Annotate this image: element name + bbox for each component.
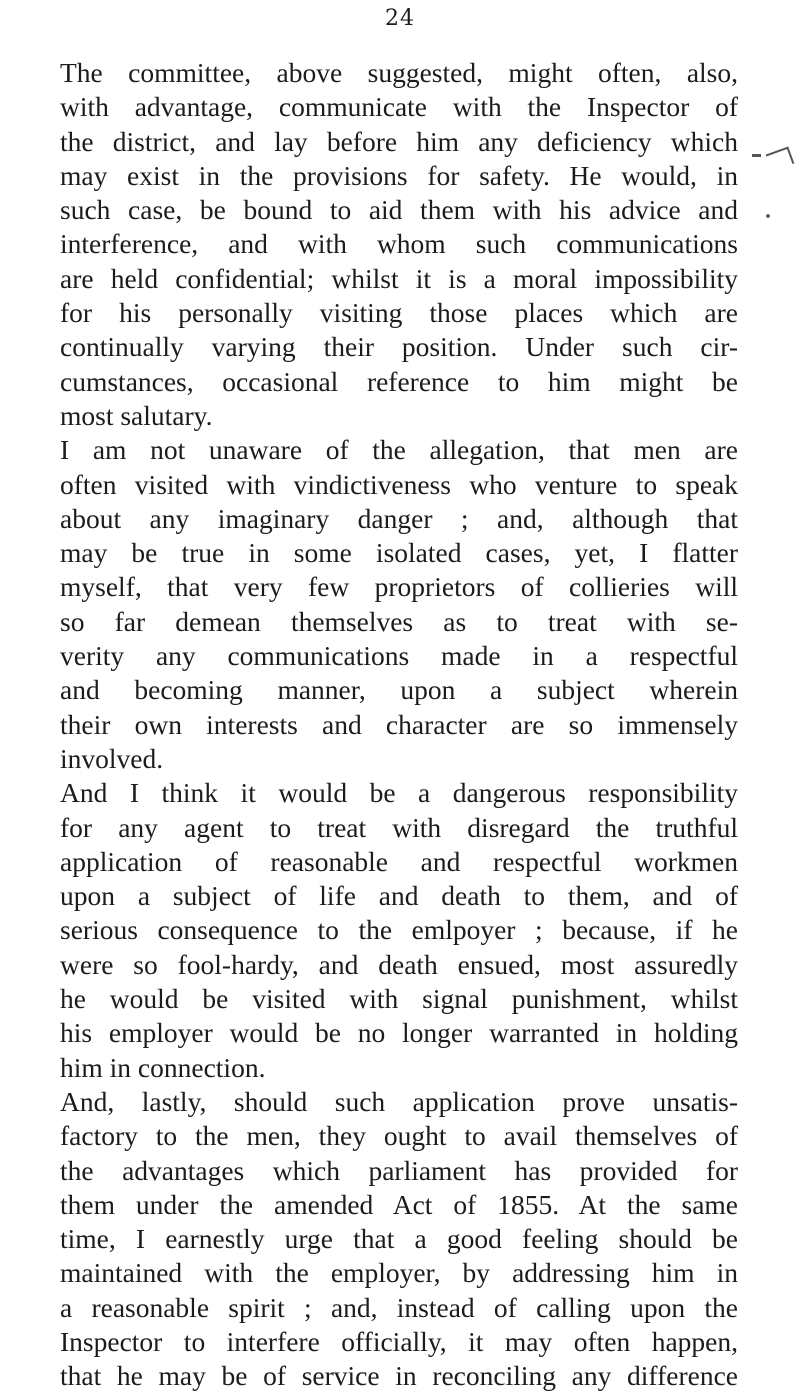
- text-line: application of reasonable and respectful workmen: [60, 845, 738, 877]
- text-line: may be true in some isolated cases, yet, I flatter: [60, 537, 738, 569]
- body-text: [60, 56, 738, 1394]
- text-line: him in connection.: [60, 1051, 266, 1083]
- text-line: for his personally visiting those places which are: [60, 297, 738, 329]
- text-line: factory to the men, they ought to avail themselves of: [60, 1120, 738, 1152]
- text-line: And, lastly, should such application prove unsatis-: [60, 1085, 738, 1117]
- text-line: time, I earnestly urge that a good feeling should be: [60, 1223, 738, 1255]
- text-line: the advantages which parliament has provided for: [60, 1154, 738, 1186]
- text-line: The committee, above suggested, might often, also,: [60, 57, 738, 88]
- text-line: that he may be of service in reconciling any difference: [60, 1360, 738, 1392]
- text-line: verity any communications made in a respectful: [60, 640, 738, 672]
- text-line: Inspector to interfere officially, it may often happen,: [60, 1325, 738, 1357]
- text-line: with advantage, communicate with the Inspector of: [60, 91, 738, 123]
- text-line: his employer would be no longer warranted in holding: [60, 1017, 738, 1049]
- text-line: I am not unaware of the allegation, that men are: [60, 434, 738, 466]
- text-line: involved.: [60, 742, 164, 774]
- text-line: the district, and lay before him any deficiency which: [60, 125, 738, 157]
- text-line: continually varying their position. Under such cir-: [60, 331, 738, 363]
- text-line: and becoming manner, upon a subject wherein: [60, 674, 738, 706]
- text-line: cumstances, occasional reference to him might be: [60, 365, 738, 397]
- text-line: a reasonable spirit ; and, instead of calling upon the: [60, 1291, 738, 1323]
- text-line: them under the amended Act of 1855. At the same: [60, 1188, 738, 1220]
- text-line: about any imaginary danger ; and, although that: [60, 502, 738, 534]
- margin-mark-dash: [752, 154, 761, 157]
- text-line: for any agent to treat with disregard the truthful: [60, 811, 738, 843]
- page-number: 24: [385, 6, 415, 31]
- text-line: are held confidential; whilst it is a moral impossibility: [60, 262, 738, 294]
- text-line: often visited with vindictiveness who venture to speak: [60, 468, 738, 500]
- margin-mark-hook: [766, 146, 795, 171]
- text-line: upon a subject of life and death to them, and of: [60, 880, 738, 912]
- text-line: interference, and with whom such communications: [60, 228, 738, 260]
- text-line: so far demean themselves as to treat with se-: [60, 605, 738, 637]
- text-line: most salutary.: [60, 399, 213, 431]
- text-line: And I think it would be a dangerous responsibility: [60, 777, 738, 809]
- text-line: such case, be bound to aid them with his advice and: [60, 194, 738, 226]
- text-line: were so fool-hardy, and death ensued, most assuredly: [60, 948, 738, 980]
- text-line: their own interests and character are so immensely: [60, 708, 738, 740]
- text-line: maintained with the employer, by addressing him in: [60, 1257, 738, 1289]
- margin-mark-dot: [766, 214, 770, 218]
- text-line: he would be visited with signal punishment, whilst: [60, 983, 738, 1015]
- text-line: serious consequence to the emlpoyer ; because, if he: [60, 914, 738, 946]
- text-line: myself, that very few proprietors of collieries will: [60, 571, 738, 603]
- text-line: may exist in the provisions for safety. He would, in: [60, 159, 738, 191]
